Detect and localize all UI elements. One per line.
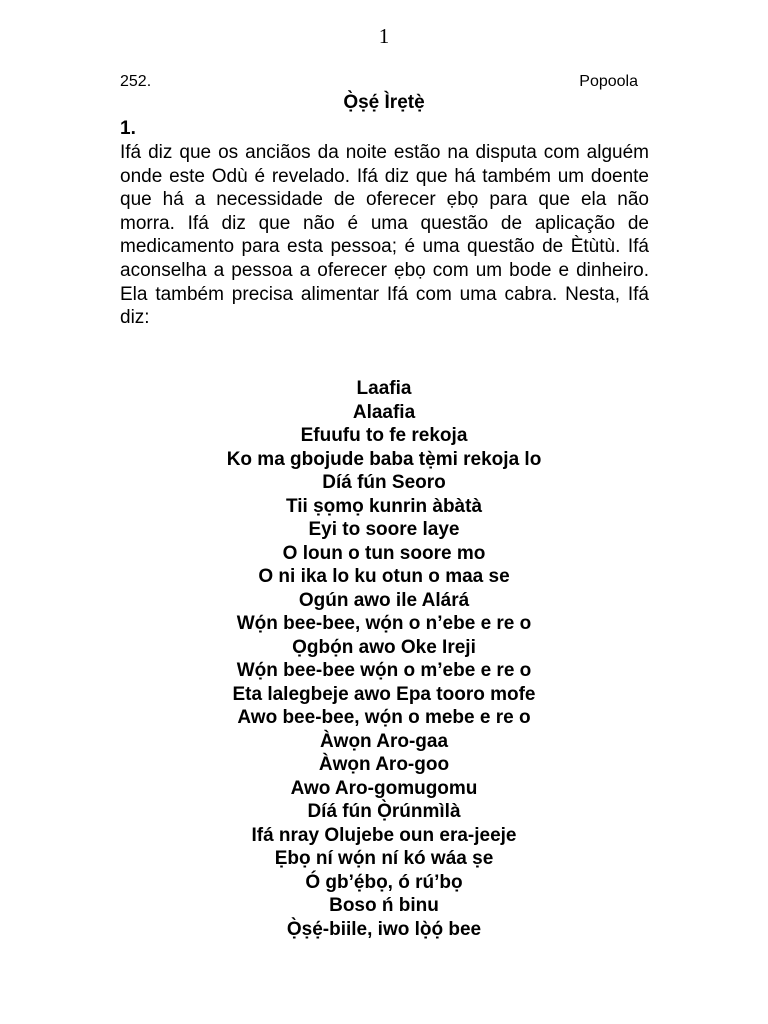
verse-line: O loun o tun soore mo [282, 542, 486, 564]
verse-line: Ẹbọ ní wọ́n ní kó wáa ṣe [274, 848, 494, 869]
verse-line: Ogún awo ile Alárá [298, 589, 470, 611]
verse-line: Díá fún Seoro [322, 472, 446, 493]
verse-line: Ọgbọ́n awo Oke Ireji [292, 636, 476, 658]
verse-line: Wọ́n bee-bee, wọ́n o n’ebe e re o [236, 613, 532, 634]
verse-line: Alaafia [352, 401, 416, 423]
verse-line: Tii ṣọmọ kunrin àbàtà [285, 495, 483, 517]
verse-line: Awo Aro-gomugomu [290, 777, 478, 799]
verse-line: Wọ́n bee-bee wọ́n o m’ebe e re o [236, 660, 532, 681]
odu-title: Ọ̀ṣẹ́ Ìrẹtẹ̀ [343, 92, 425, 113]
verse-line: Eta lalegbeje awo Epa tooro mofe [232, 683, 536, 705]
header-author: Popoola [579, 73, 638, 90]
body-paragraph: Ifá diz que os anciãos da noite estão na disputa com alguém onde este Odù é revelado. Ifá diz que há também um doente que há a necessidade de oferecer ẹbọ para que ela não morra. Ifá diz que não é uma questão de aplicação de medicamento para esta pessoa; é uma questão de Ètùtù. Ifá aconselha a pessoa a oferecer ẹbọ com um bode e dinheiro. Ela também precisa alimentar Ifá com uma cabra. Nesta, Ifá diz: [120, 142, 649, 329]
verse-line: Laafia [356, 378, 412, 399]
verse-line: Eyi to soore laye [308, 519, 460, 540]
verse-line: Ó gb’ẹ́bọ, ó rú’bọ [305, 871, 463, 893]
verse-line: Àwọn Aro-gaa [319, 730, 449, 752]
verse-line: Efuufu to fe rekoja [300, 425, 468, 446]
verse-line: Boso ń binu [329, 895, 439, 916]
verse-line: Awo bee-bee, wọ́n o mebe e re o [237, 707, 531, 728]
verse-line: Àwọn Aro-goo [318, 754, 450, 775]
verse-line: Ko ma gbojude baba tẹ̀mi rekoja lo [226, 448, 542, 470]
verse-line: Ifá nray Olujebe oun era-jeeje [251, 824, 517, 846]
verse-line: Ọ̀ṣẹ́-biile, iwo lọ̀ọ́ bee [286, 918, 482, 940]
verse-line: O ni ika lo ku otun o maa se [258, 566, 510, 587]
verse-block [0, 377, 768, 941]
verse-line: Díá fún Ọ̀rúnmìlà [307, 801, 461, 822]
header-page-ref: 252. [120, 73, 152, 90]
page-number: 1 [378, 24, 390, 48]
section-number: 1. [120, 118, 136, 139]
